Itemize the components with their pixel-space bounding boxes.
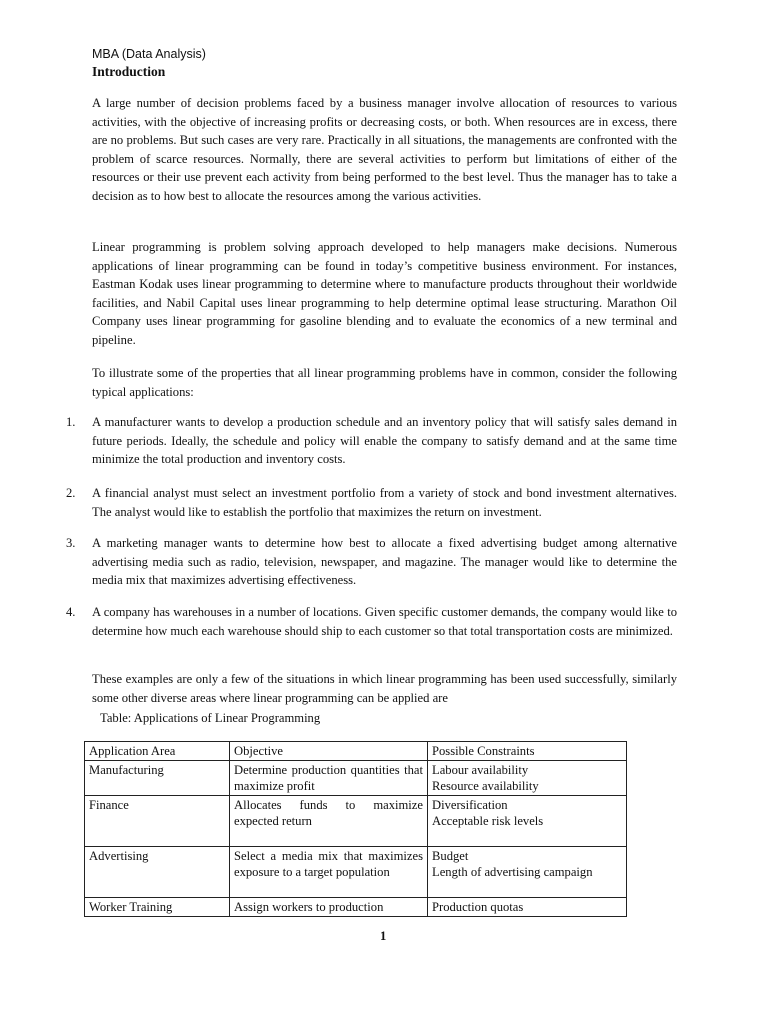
table-header-cell: Application Area — [85, 742, 230, 761]
table-row — [85, 761, 627, 796]
constraint-text: Budget — [432, 849, 469, 863]
list-item-number: 4. — [66, 605, 76, 619]
constraint-text: Acceptable risk levels — [432, 814, 544, 828]
constraint-text: Length of advertising campaign — [432, 865, 593, 879]
list-item-text: A manufacturer wants to develop a production schedule and an inventory policy that will satisfy sales demand in future periods. Ideally, the schedule and policy will enable the company to satisfy demand and at the same time minimize the total production and inventory costs. — [92, 415, 677, 467]
table-header-cell: Objective — [230, 742, 428, 761]
list-item-text: A marketing manager wants to determine how best to allocate a fixed advertising budget among alternative advertising media such as radio, television, newspaper, and magazine. The manager would like to determine the media mix that maximizes advertising effectiveness. — [92, 536, 677, 588]
section-title: Introduction — [92, 64, 166, 79]
list-item-number: 3. — [66, 536, 76, 550]
intro-paragraph: A large number of decision problems faced by a business manager involve allocation of resources to various activities, with the objective of increasing profits or decreasing costs, or both. When resources are in excess, there are no problems. But such cases are very rare. Practically in all situations, the managements are confronted with the problem of scarce resources. Normally, there are several activities to perform but limitations of either of the resources or their use prevent each activity from being performed to the best level. Thus the manager has to take a decision as to how best to allocate the resources among the various activities. — [92, 96, 677, 203]
table-cell-area: Advertising — [85, 847, 230, 898]
examples-paragraph: These examples are only a few of the situations in which linear programming has been used successfully, similarly some other diverse areas where linear programming can be applied are — [92, 672, 677, 705]
table-row — [85, 847, 627, 898]
table-cell-area: Manufacturing — [85, 761, 230, 796]
table-header-cell: Possible Constraints — [428, 742, 627, 761]
table-cell-objective: Assign workers to production — [230, 898, 428, 917]
constraint-text: Labour availability — [432, 763, 529, 777]
table-caption: Table: Applications of Linear Programming — [100, 711, 321, 725]
table-cell-objective: Determine production quantities that maximize profit — [230, 761, 428, 796]
table-row — [85, 898, 627, 917]
table-row — [85, 796, 627, 847]
table-cell-objective: Allocates funds to maximize expected return — [230, 796, 428, 847]
table-cell-constraints — [428, 898, 627, 917]
table-cell-constraints — [428, 847, 627, 898]
list-item-number: 2. — [66, 486, 76, 500]
constraint-text: Production quotas — [432, 900, 524, 914]
list-item-text: A company has warehouses in a number of locations. Given specific customer demands, the company would like to determine how much each warehouse should ship to each customer so that total transportation costs are minimized. — [92, 605, 677, 638]
table-cell-constraints — [428, 796, 627, 847]
applications-table — [84, 741, 627, 917]
page-number: 1 — [380, 929, 387, 943]
constraint-text: Diversification — [432, 798, 508, 812]
list-item-text: A financial analyst must select an investment portfolio from a variety of stock and bond investment alternatives. The analyst would like to establish the portfolio that maximizes the return on investment. — [92, 486, 677, 519]
document-header: MBA (Data Analysis) — [92, 47, 206, 61]
constraint-text: Resource availability — [432, 779, 539, 793]
table-header-row — [85, 742, 627, 761]
table-cell-area: Worker Training — [85, 898, 230, 917]
linear-programming-paragraph: Linear programming is problem solving approach developed to help managers make decisions. Numerous applications of linear programming can be found in today’s competitive business environment. For instances, Eastman Kodak uses linear programming to determine where to manufacture products throughout their worldwide facilities, and Nabil Capital uses linear programming to help determine optimal lease structuring. Marathon Oil Company uses linear programming for gasoline blending and to evaluate the economics of a new terminal and pipeline. — [92, 240, 677, 347]
table-cell-area: Finance — [85, 796, 230, 847]
table-cell-constraints — [428, 761, 627, 796]
table-cell-objective: Select a media mix that maximizes exposure to a target population — [230, 847, 428, 898]
applications-intro-paragraph: To illustrate some of the properties that all linear programming problems have in common, consider the following typical applications: — [92, 366, 677, 399]
list-item-number: 1. — [66, 415, 76, 429]
